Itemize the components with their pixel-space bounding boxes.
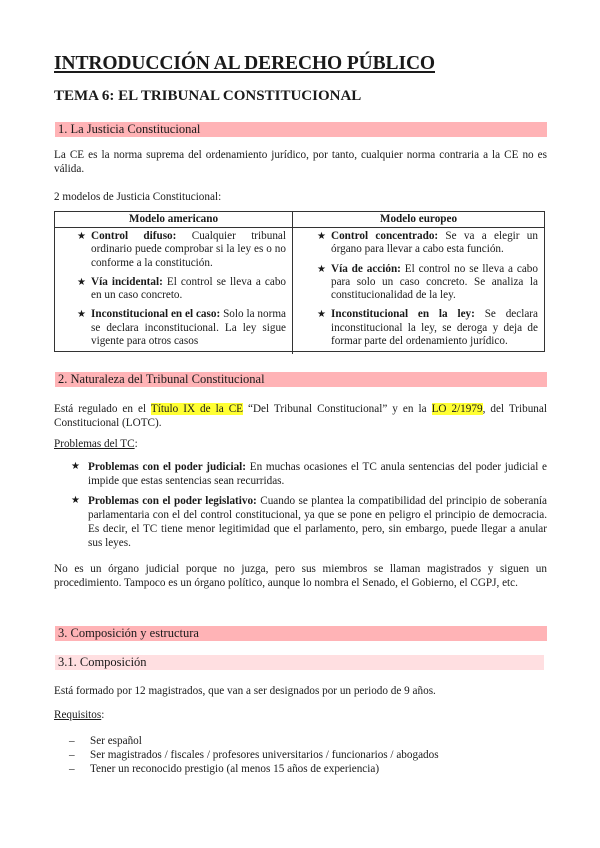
column-header: Modelo europeo: [293, 212, 544, 228]
list-item: [317, 262, 538, 303]
american-model-list: [55, 228, 292, 348]
text-run: , del Tribunal Constitucional (LOTC).: [54, 403, 547, 429]
document-title: INTRODUCCIÓN AL DERECHO PÚBLICO: [54, 53, 435, 74]
item-text: El control no se lleva a cabo para solo un caso concreto. Se analiza la constitucionalidad de la ley.: [331, 262, 538, 302]
highlight-titulo-ix: Título IX de la CE: [150, 403, 243, 415]
regulation-paragraph: [54, 402, 547, 430]
highlight-lo-2-1979: LO 2/1979: [431, 403, 483, 415]
list-item: [69, 734, 439, 748]
star-bullet-icon: ★: [71, 461, 80, 472]
section-1-intro: La CE es la norma suprema del ordenamiento jurídico, por tanto, cualquier norma contraria a la CE no es válida.: [54, 149, 547, 175]
section-heading-1: 1. La Justicia Constitucional: [55, 122, 547, 137]
item-text: Ser magistrados / fiscales / profesores universitarios / funcionarios / abogados: [90, 749, 439, 761]
topic-title: TEMA 6: EL TRIBUNAL CONSTITUCIONAL: [54, 88, 362, 104]
item-term: Inconstitucional en la ley:: [331, 308, 475, 321]
problems-label: [54, 437, 547, 451]
colon: :: [101, 709, 105, 721]
european-model-list: [293, 228, 544, 348]
item-text: Tener un reconocido prestigio (al menos 15 años de experiencia): [90, 763, 380, 775]
list-item: [77, 275, 287, 303]
item-text: Se va a elegir un órgano para llevar a cabo esta función.: [331, 230, 538, 256]
item-text: El control se lleva a cabo en un caso concreto.: [91, 275, 287, 302]
item-text: Cualquier tribunal ordinario puede comprobar si la ley es o no conforme a la constitución.: [91, 230, 286, 269]
list-item: [71, 494, 548, 550]
requirements-label: [54, 708, 547, 722]
star-bullet-icon: ★: [317, 231, 326, 242]
text-run: “Del Tribunal Constitucional” y en la: [243, 403, 432, 415]
composition-paragraph: Está formado por 12 magistrados, que van a ser designados por un periodo de 9 años.: [54, 685, 436, 697]
dash-bullet-icon: –: [69, 763, 75, 775]
list-item: [317, 308, 538, 348]
list-item: [77, 308, 286, 348]
section-heading-3: 3. Composición y estructura: [55, 626, 547, 641]
star-bullet-icon: ★: [77, 309, 86, 321]
text-run: Está regulado en el: [54, 403, 151, 415]
problems-list: [71, 460, 548, 556]
column-american-model: [55, 212, 292, 354]
item-term: Vía incidental:: [91, 275, 163, 288]
list-item: [69, 748, 439, 762]
models-intro: 2 modelos de Justicia Constitucional:: [54, 191, 222, 203]
closing-paragraph: No es un órgano judicial porque no juzga, pero sus miembros se llaman magistrados y siguen un procedimiento. Tampoco es un órgano político, aunque lo nombra el Senado, el Gobierno, el CGPJ, etc.: [54, 563, 547, 589]
problems-label-text: Problemas del TC: [54, 438, 135, 450]
item-term: Control difuso:: [91, 230, 177, 242]
list-item: [71, 460, 547, 488]
dash-bullet-icon: –: [69, 735, 75, 747]
star-bullet-icon: ★: [317, 263, 326, 275]
list-item: [77, 230, 286, 270]
star-bullet-icon: ★: [317, 309, 326, 321]
requirements-list: [69, 734, 439, 776]
star-bullet-icon: ★: [77, 276, 86, 288]
item-term: Problemas con el poder legislativo:: [88, 495, 257, 507]
section-heading-2: 2. Naturaleza del Tribunal Constitucional: [55, 372, 547, 387]
requirements-label-text: Requisitos: [54, 709, 102, 721]
item-term: Inconstitucional en el caso:: [91, 308, 221, 321]
item-term: Problemas con el poder judicial:: [88, 461, 247, 473]
list-item: [69, 762, 439, 776]
item-text: Se declara inconstitucional la ley, se deroga y deja de formar parte del ordenamiento jurídico.: [331, 308, 538, 348]
column-header: Modelo americano: [55, 212, 292, 228]
models-comparison-table: [54, 211, 545, 352]
colon: :: [134, 438, 138, 450]
subsection-heading-3-1: 3.1. Composición: [55, 655, 544, 670]
item-text: En muchas ocasiones el TC anula sentencias del poder judicial e impide que estas sentencias sean recurridas.: [88, 461, 547, 487]
star-bullet-icon: ★: [71, 495, 80, 506]
column-european-model: [292, 212, 544, 354]
item-text: Solo la norma se declara inconstitucional. La ley sigue vigente para otros casos: [91, 308, 286, 348]
star-bullet-icon: ★: [77, 231, 86, 242]
item-term: Vía de acción:: [331, 262, 401, 275]
item-term: Control concentrado:: [331, 230, 439, 242]
item-text: Cuando se plantea la compatibilidad del principio de soberanía parlamentaria con el del control constitucional, ya que se pone en peligro el principio de democracia. Es decir, el TC tiene menor legitimidad que el parlamento, pero, sin embargo, puede llegar a anular sus leyes.: [88, 495, 548, 549]
list-item: [317, 230, 538, 257]
dash-bullet-icon: –: [69, 749, 75, 761]
item-text: Ser español: [90, 735, 142, 747]
